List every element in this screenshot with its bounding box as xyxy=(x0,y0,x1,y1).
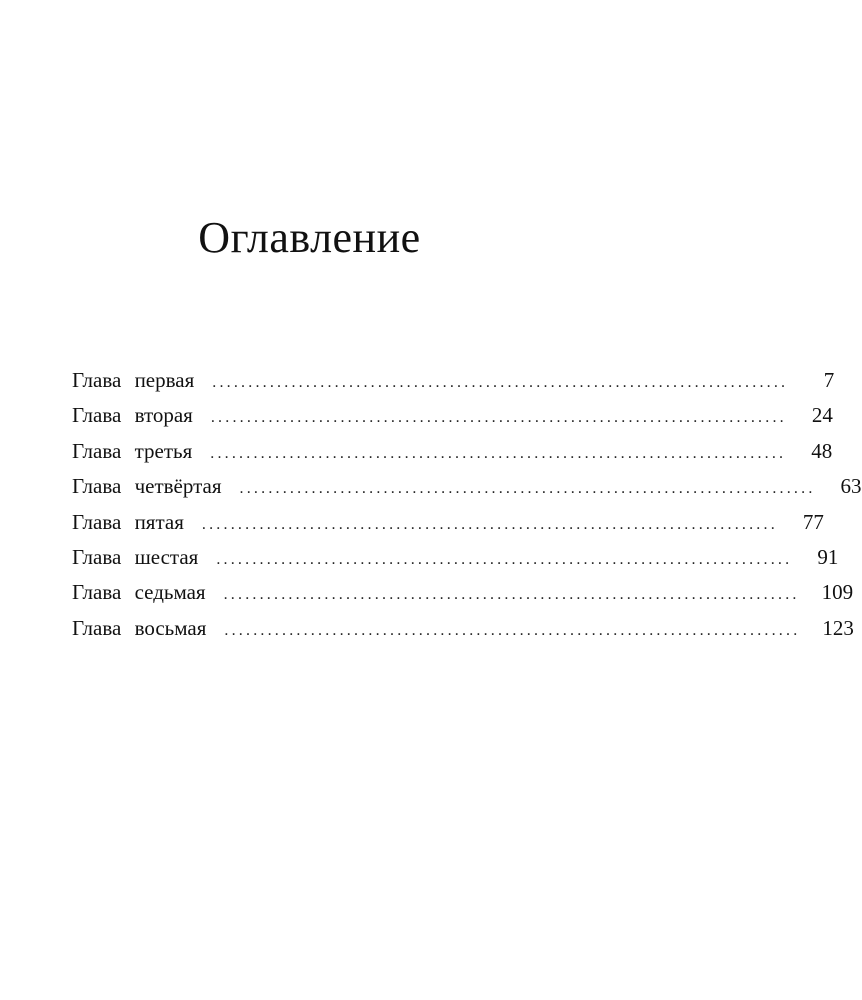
toc-entry-page: 48 xyxy=(811,438,833,463)
toc-entry-3 xyxy=(72,434,833,469)
toc-entry-label: Глава восьмая xyxy=(72,615,207,640)
toc-entry-2 xyxy=(72,398,833,433)
dot-leader: ................................................................................ xyxy=(210,409,787,427)
dot-leader: ................................................................................ xyxy=(239,480,816,498)
toc-entry-page: 109 xyxy=(821,580,854,605)
toc-entry-page: 91 xyxy=(817,544,839,569)
toc-entry-label: Глава первая xyxy=(72,368,195,392)
toc-entry-page: 77 xyxy=(802,509,824,534)
dot-leader: ................................................................................ xyxy=(201,515,778,533)
dot-leader: ................................................................................ xyxy=(210,444,787,462)
toc-entry-6 xyxy=(72,540,839,575)
toc-entry-5 xyxy=(72,505,824,540)
toc-entry-4 xyxy=(72,469,862,504)
toc-entry-page: 24 xyxy=(811,403,833,428)
toc-entry-page: 63 xyxy=(840,474,862,499)
dot-leader: ................................................................................ xyxy=(216,550,793,568)
toc-entry-7 xyxy=(72,575,854,610)
toc-entry-1 xyxy=(72,363,835,398)
dot-leader: ................................................................................ xyxy=(223,586,800,604)
toc-entry-label: Глава седьмая xyxy=(72,580,206,605)
table-of-contents xyxy=(72,363,862,646)
dot-leader: ................................................................................ xyxy=(224,621,801,639)
toc-entry-label: Глава шестая xyxy=(72,544,199,569)
page-title: Оглавление xyxy=(198,213,421,262)
dot-leader: ................................................................................ xyxy=(212,374,789,391)
toc-entry-label: Глава четвёртая xyxy=(72,474,222,499)
toc-entry-page: 7 xyxy=(823,368,835,392)
toc-entry-page: 123 xyxy=(822,615,854,640)
toc-entry-label: Глава пятая xyxy=(72,509,184,534)
toc-entry-label: Глава вторая xyxy=(72,403,193,428)
toc-entry-label: Глава третья xyxy=(72,438,193,463)
toc-entry-8 xyxy=(72,611,854,646)
